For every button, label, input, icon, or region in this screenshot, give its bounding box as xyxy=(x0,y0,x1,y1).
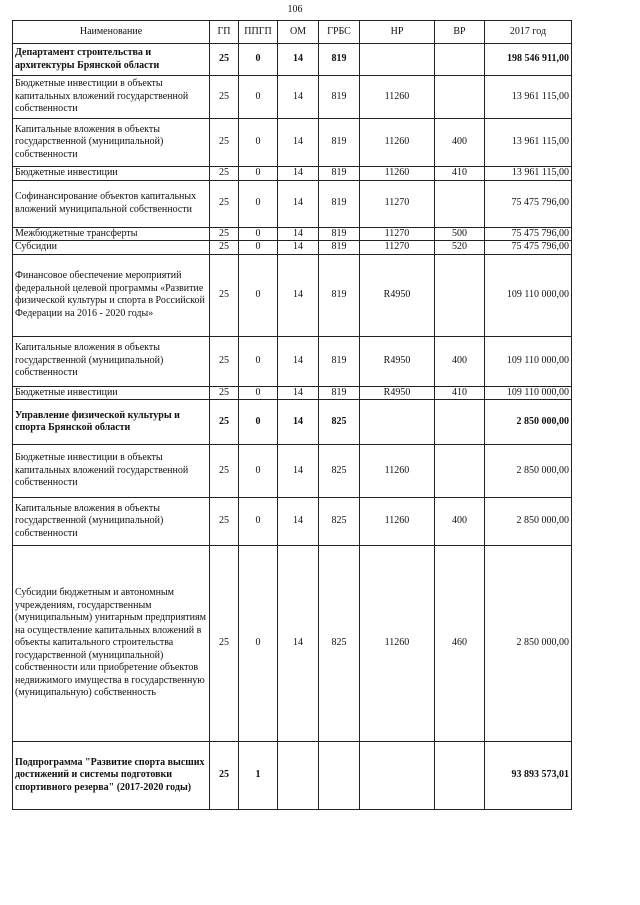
cell-gp: 25 xyxy=(210,498,239,546)
cell-ppgp: 0 xyxy=(239,180,278,227)
cell-ppgp: 0 xyxy=(239,167,278,181)
table-row xyxy=(13,254,572,336)
cell-gp: 25 xyxy=(210,254,239,336)
cell-name: Капитальные вложения в объекты государственной (муниципальной) собственности xyxy=(13,498,210,546)
table-row xyxy=(13,336,572,386)
cell-name: Капитальные вложения в объекты государственной (муниципальной) собственности xyxy=(13,336,210,386)
cell-ppgp: 0 xyxy=(239,400,278,445)
cell-nr: 11270 xyxy=(360,241,435,255)
cell-ppgp: 0 xyxy=(239,254,278,336)
cell-om: 14 xyxy=(278,119,319,167)
cell-name: Субсидии xyxy=(13,241,210,255)
cell-nr: 11270 xyxy=(360,227,435,241)
cell-grbs: 825 xyxy=(319,445,360,498)
header-gp: ГП xyxy=(210,21,239,44)
cell-nr: 11270 xyxy=(360,180,435,227)
cell-vr: 400 xyxy=(435,336,485,386)
cell-gp: 25 xyxy=(210,445,239,498)
cell-name: Софинансирование объектов капитальных вложений муниципальной собственности xyxy=(13,180,210,227)
cell-nr: 11260 xyxy=(360,119,435,167)
cell-nr: 11260 xyxy=(360,445,435,498)
cell-vr: 520 xyxy=(435,241,485,255)
cell-amount: 109 110 000,00 xyxy=(485,386,572,400)
table-row xyxy=(13,546,572,742)
cell-gp: 25 xyxy=(210,546,239,742)
header-name: Наименование xyxy=(13,21,210,44)
cell-name: Управление физической культуры и спорта Брянской области xyxy=(13,400,210,445)
cell-ppgp: 1 xyxy=(239,742,278,810)
cell-name: Межбюджетные трансферты xyxy=(13,227,210,241)
table-row xyxy=(13,498,572,546)
cell-gp: 25 xyxy=(210,44,239,76)
cell-name: Бюджетные инвестиции в объекты капитальных вложений государственной собственности xyxy=(13,445,210,498)
cell-name: Финансовое обеспечение мероприятий федеральной целевой программы «Развитие физической культуры и спорта в Российской Федерации на 2016 - 2020 годы» xyxy=(13,254,210,336)
table-row xyxy=(13,445,572,498)
cell-nr: 11260 xyxy=(360,546,435,742)
cell-grbs: 825 xyxy=(319,400,360,445)
cell-gp: 25 xyxy=(210,241,239,255)
cell-grbs: 819 xyxy=(319,167,360,181)
cell-vr xyxy=(435,44,485,76)
cell-amount: 13 961 115,00 xyxy=(485,76,572,119)
cell-name: Бюджетные инвестиции xyxy=(13,386,210,400)
cell-grbs: 819 xyxy=(319,241,360,255)
page-number: 106 xyxy=(287,4,303,15)
cell-om: 14 xyxy=(278,445,319,498)
cell-om: 14 xyxy=(278,76,319,119)
cell-amount: 2 850 000,00 xyxy=(485,445,572,498)
cell-vr: 500 xyxy=(435,227,485,241)
cell-ppgp: 0 xyxy=(239,386,278,400)
cell-amount: 13 961 115,00 xyxy=(485,119,572,167)
cell-nr xyxy=(360,742,435,810)
cell-nr xyxy=(360,400,435,445)
cell-nr xyxy=(360,44,435,76)
cell-gp: 25 xyxy=(210,742,239,810)
cell-gp: 25 xyxy=(210,180,239,227)
table-row xyxy=(13,119,572,167)
cell-amount: 75 475 796,00 xyxy=(485,227,572,241)
cell-amount: 13 961 115,00 xyxy=(485,167,572,181)
cell-gp: 25 xyxy=(210,76,239,119)
cell-name: Бюджетные инвестиции xyxy=(13,167,210,181)
cell-grbs: 819 xyxy=(319,386,360,400)
cell-nr: R4950 xyxy=(360,386,435,400)
cell-om: 14 xyxy=(278,167,319,181)
cell-grbs: 819 xyxy=(319,336,360,386)
cell-gp: 25 xyxy=(210,400,239,445)
cell-om: 14 xyxy=(278,400,319,445)
cell-om: 14 xyxy=(278,254,319,336)
cell-grbs: 819 xyxy=(319,227,360,241)
cell-vr xyxy=(435,445,485,498)
cell-amount: 75 475 796,00 xyxy=(485,241,572,255)
cell-om: 14 xyxy=(278,546,319,742)
cell-amount: 75 475 796,00 xyxy=(485,180,572,227)
cell-amount: 93 893 573,01 xyxy=(485,742,572,810)
cell-nr: R4950 xyxy=(360,254,435,336)
cell-gp: 25 xyxy=(210,386,239,400)
cell-vr: 410 xyxy=(435,386,485,400)
budget-table xyxy=(12,20,572,810)
header-year: 2017 год xyxy=(485,21,572,44)
cell-grbs: 819 xyxy=(319,44,360,76)
cell-grbs: 819 xyxy=(319,76,360,119)
cell-om: 14 xyxy=(278,44,319,76)
table-row xyxy=(13,227,572,241)
cell-grbs: 825 xyxy=(319,546,360,742)
cell-name: Подпрограмма "Развитие спорта высших достижений и системы подготовки спортивного резерва" (2017-2020 годы) xyxy=(13,742,210,810)
header-nr: НР xyxy=(360,21,435,44)
cell-name: Капитальные вложения в объекты государственной (муниципальной) собственности xyxy=(13,119,210,167)
cell-name: Бюджетные инвестиции в объекты капитальных вложений государственной собственности xyxy=(13,76,210,119)
cell-ppgp: 0 xyxy=(239,119,278,167)
cell-ppgp: 0 xyxy=(239,241,278,255)
cell-om: 14 xyxy=(278,498,319,546)
cell-amount: 2 850 000,00 xyxy=(485,498,572,546)
table-row xyxy=(13,180,572,227)
cell-ppgp: 0 xyxy=(239,44,278,76)
cell-amount: 109 110 000,00 xyxy=(485,254,572,336)
header-ppgp: ППГП xyxy=(239,21,278,44)
table-row xyxy=(13,44,572,76)
table-row xyxy=(13,386,572,400)
cell-amount: 2 850 000,00 xyxy=(485,400,572,445)
table-row xyxy=(13,742,572,810)
cell-nr: 11260 xyxy=(360,76,435,119)
table-row xyxy=(13,76,572,119)
cell-vr: 410 xyxy=(435,167,485,181)
table-header-row xyxy=(13,21,572,44)
header-grbs: ГРБС xyxy=(319,21,360,44)
cell-name: Департамент строительства и архитектуры Брянской области xyxy=(13,44,210,76)
cell-gp: 25 xyxy=(210,336,239,386)
cell-grbs: 819 xyxy=(319,180,360,227)
cell-vr xyxy=(435,180,485,227)
cell-ppgp: 0 xyxy=(239,76,278,119)
cell-nr: 11260 xyxy=(360,167,435,181)
table-row xyxy=(13,400,572,445)
cell-om: 14 xyxy=(278,180,319,227)
cell-vr: 400 xyxy=(435,119,485,167)
cell-om: 14 xyxy=(278,227,319,241)
cell-gp: 25 xyxy=(210,119,239,167)
header-vr: ВР xyxy=(435,21,485,44)
cell-ppgp: 0 xyxy=(239,336,278,386)
cell-vr xyxy=(435,400,485,445)
cell-ppgp: 0 xyxy=(239,546,278,742)
cell-name: Субсидии бюджетным и автономным учреждениям, государственным (муниципальным) унитарным предприятиям на осуществление капитальных вложений в объекты капитального строительства государственной (муниципальной) собственности или приобретение объектов недвижимого имущества в государственную (муниципальную) собственность xyxy=(13,546,210,742)
cell-vr xyxy=(435,76,485,119)
header-om: ОМ xyxy=(278,21,319,44)
cell-amount: 2 850 000,00 xyxy=(485,546,572,742)
cell-amount: 198 546 911,00 xyxy=(485,44,572,76)
table-row xyxy=(13,241,572,255)
cell-ppgp: 0 xyxy=(239,445,278,498)
cell-nr: 11260 xyxy=(360,498,435,546)
cell-om xyxy=(278,742,319,810)
cell-ppgp: 0 xyxy=(239,227,278,241)
cell-ppgp: 0 xyxy=(239,498,278,546)
cell-amount: 109 110 000,00 xyxy=(485,336,572,386)
cell-vr: 460 xyxy=(435,546,485,742)
table-row xyxy=(13,167,572,181)
cell-vr xyxy=(435,254,485,336)
cell-vr xyxy=(435,742,485,810)
cell-om: 14 xyxy=(278,336,319,386)
cell-gp: 25 xyxy=(210,227,239,241)
cell-vr: 400 xyxy=(435,498,485,546)
cell-om: 14 xyxy=(278,241,319,255)
cell-grbs: 819 xyxy=(319,254,360,336)
cell-grbs: 825 xyxy=(319,498,360,546)
cell-grbs xyxy=(319,742,360,810)
cell-nr: R4950 xyxy=(360,336,435,386)
cell-grbs: 819 xyxy=(319,119,360,167)
cell-om: 14 xyxy=(278,386,319,400)
cell-gp: 25 xyxy=(210,167,239,181)
